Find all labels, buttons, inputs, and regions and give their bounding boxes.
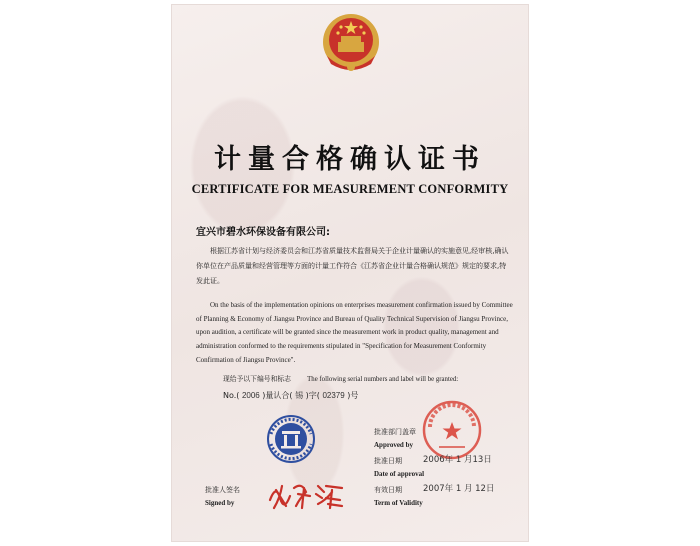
validity-date-value: 2007年 1 月 12日 (423, 484, 495, 494)
serial-intro-cn: 现给予以下编号和标志 (223, 375, 291, 383)
approval-date-value: 2006年 1 月13日 (423, 455, 492, 465)
validity-label-en: Term of Validity (374, 499, 423, 507)
certificate-sheet (171, 4, 529, 542)
national-emblem-icon (321, 12, 381, 74)
approved-by-label-cn: 批准部门盖章 (374, 428, 416, 436)
number-value: 02379 (322, 391, 345, 400)
conformity-mark-icon (266, 414, 316, 464)
validity-label-cn: 有效日期 (374, 486, 402, 494)
approved-by-label-en: Approved by (374, 441, 413, 449)
certificate-number (223, 390, 358, 401)
number-year: 2006 (241, 391, 260, 400)
approval-date-label-en: Date of approval (374, 470, 425, 478)
signer-label-en: Signed by (205, 499, 235, 507)
certificate-title-en: CERTIFICATE FOR MEASUREMENT CONFORMITY (191, 182, 509, 196)
serial-intro-en: The following serial numbers and label will be granted: (307, 376, 459, 383)
number-mid: )量认合( (262, 391, 293, 400)
number-mid2: )字( (305, 391, 320, 400)
company-name: 宜兴市碧水环保设备有限公司: (196, 227, 330, 238)
certificate-title-cn: 计量合格确认证书 (214, 144, 486, 175)
number-prefix: No.( (223, 391, 240, 400)
handwritten-signature-icon (266, 478, 346, 512)
number-suffix: )号 (347, 391, 359, 400)
serial-intro (223, 373, 458, 383)
number-city: 锡 (295, 391, 304, 400)
approval-date-label-cn: 批准日期 (374, 457, 402, 465)
signer-label-cn: 批准人签名 (205, 486, 240, 494)
body-paragraph-en: On the basis of the implementation opinions on enterprises measurement confirmation issued by Committee of Planning & Economy of Jiangsu Province and Bureau of Quality Technical Supervision of Jiangsu Province, upon audition, a certificate will be granted since the measurement work in product quality, management and administration conformed to the requirements stipulated in "Specification for Measurement Conformity Confirmation of Jiangsu Province". (196, 301, 513, 364)
official-seal-icon (421, 399, 483, 461)
body-paragraph-cn: 根据江苏省计划与经济委员会和江苏省质量技术监督局关于企业计量确认的实施意见,经审核,确认你单位在产品质量和经营管理等方面的计量工作符合《江苏省企业计量合格确认规范》规定的要求,特发此证。 (196, 247, 509, 285)
